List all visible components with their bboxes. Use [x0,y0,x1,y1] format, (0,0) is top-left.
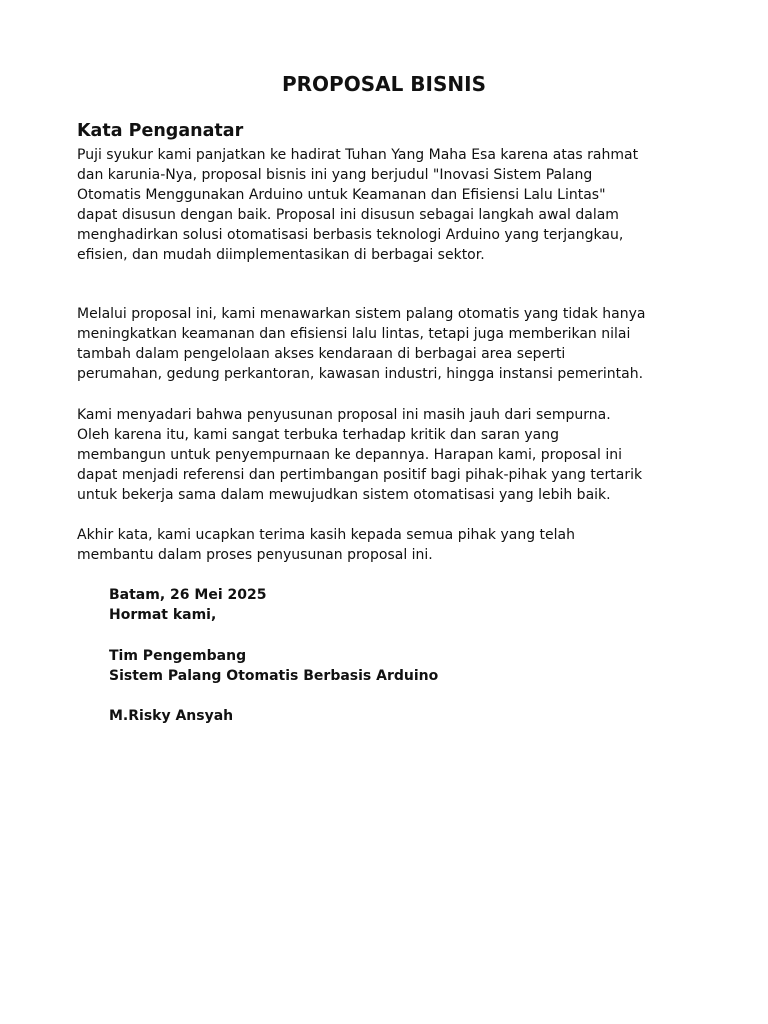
signature-team-subtitle: Sistem Palang Otomatis Berbasis Arduino [109,668,439,684]
paragraph-line: meningkatkan keamanan dan efisiensi lalu lintas, tetapi juga memberikan nilai [77,326,631,343]
paragraph-acknowledgement [77,405,697,505]
paragraph-line: dapat disusun dengan baik. Proposal ini disusun sebagai langkah awal dalam [77,207,619,224]
paragraph-line: Puji syukur kami panjatkan ke hadirat Tuhan Yang Maha Esa karena atas rahmat [77,147,639,163]
paragraph-line: tambah dalam pengelolaan akses kendaraan di berbagai area seperti [77,346,566,363]
paragraph-line: efisien, dan mudah diimplementasikan di berbagai sektor. [77,247,485,264]
paragraph-line: dan karunia-Nya, proposal bisnis ini yang berjudul "Inovasi Sistem Palang [77,167,593,184]
signature-team: Tim Pengembang [109,648,247,664]
section-heading: Kata Penganatar [77,121,244,141]
paragraph-line: dapat menjadi referensi dan pertimbangan positif bagi pihak-pihak yang tertarik [77,467,643,484]
paragraph-offer [77,304,697,384]
paragraph-closing [77,525,697,565]
paragraph-line: Kami menyadari bahwa penyusunan proposal ini masih jauh dari sempurna. [77,407,611,423]
paragraph-line: Oleh karena itu, kami sangat terbuka terhadap kritik dan saran yang [77,427,559,444]
paragraph-line: untuk bekerja sama dalam mewujudkan sistem otomatisasi yang lebih baik. [77,487,611,504]
signature-closing: Hormat kami, [109,607,217,623]
paragraph-line: menghadirkan solusi otomatisasi berbasis teknologi Arduino yang terjangkau, [77,227,624,244]
paragraph-line: membangun untuk penyempurnaan ke depannya. Harapan kami, proposal ini [77,447,622,464]
paragraph-intro [77,145,697,266]
document-title: PROPOSAL BISNIS [282,72,486,96]
paragraph-line: Otomatis Menggunakan Arduino untuk Keamanan dan Efisiensi Lalu Lintas" [77,187,606,204]
signature-name: M.Risky Ansyah [109,708,234,724]
paragraph-line: Akhir kata, kami ucapkan terima kasih kepada semua pihak yang telah [77,527,575,543]
paragraph-line: Melalui proposal ini, kami menawarkan sistem palang otomatis yang tidak hanya [77,306,646,322]
signature-place-date: Batam, 26 Mei 2025 [109,587,267,603]
paragraph-line: perumahan, gedung perkantoran, kawasan industri, hingga instansi pemerintah. [77,366,644,383]
paragraph-line: membantu dalam proses penyusunan proposal ini. [77,547,433,564]
